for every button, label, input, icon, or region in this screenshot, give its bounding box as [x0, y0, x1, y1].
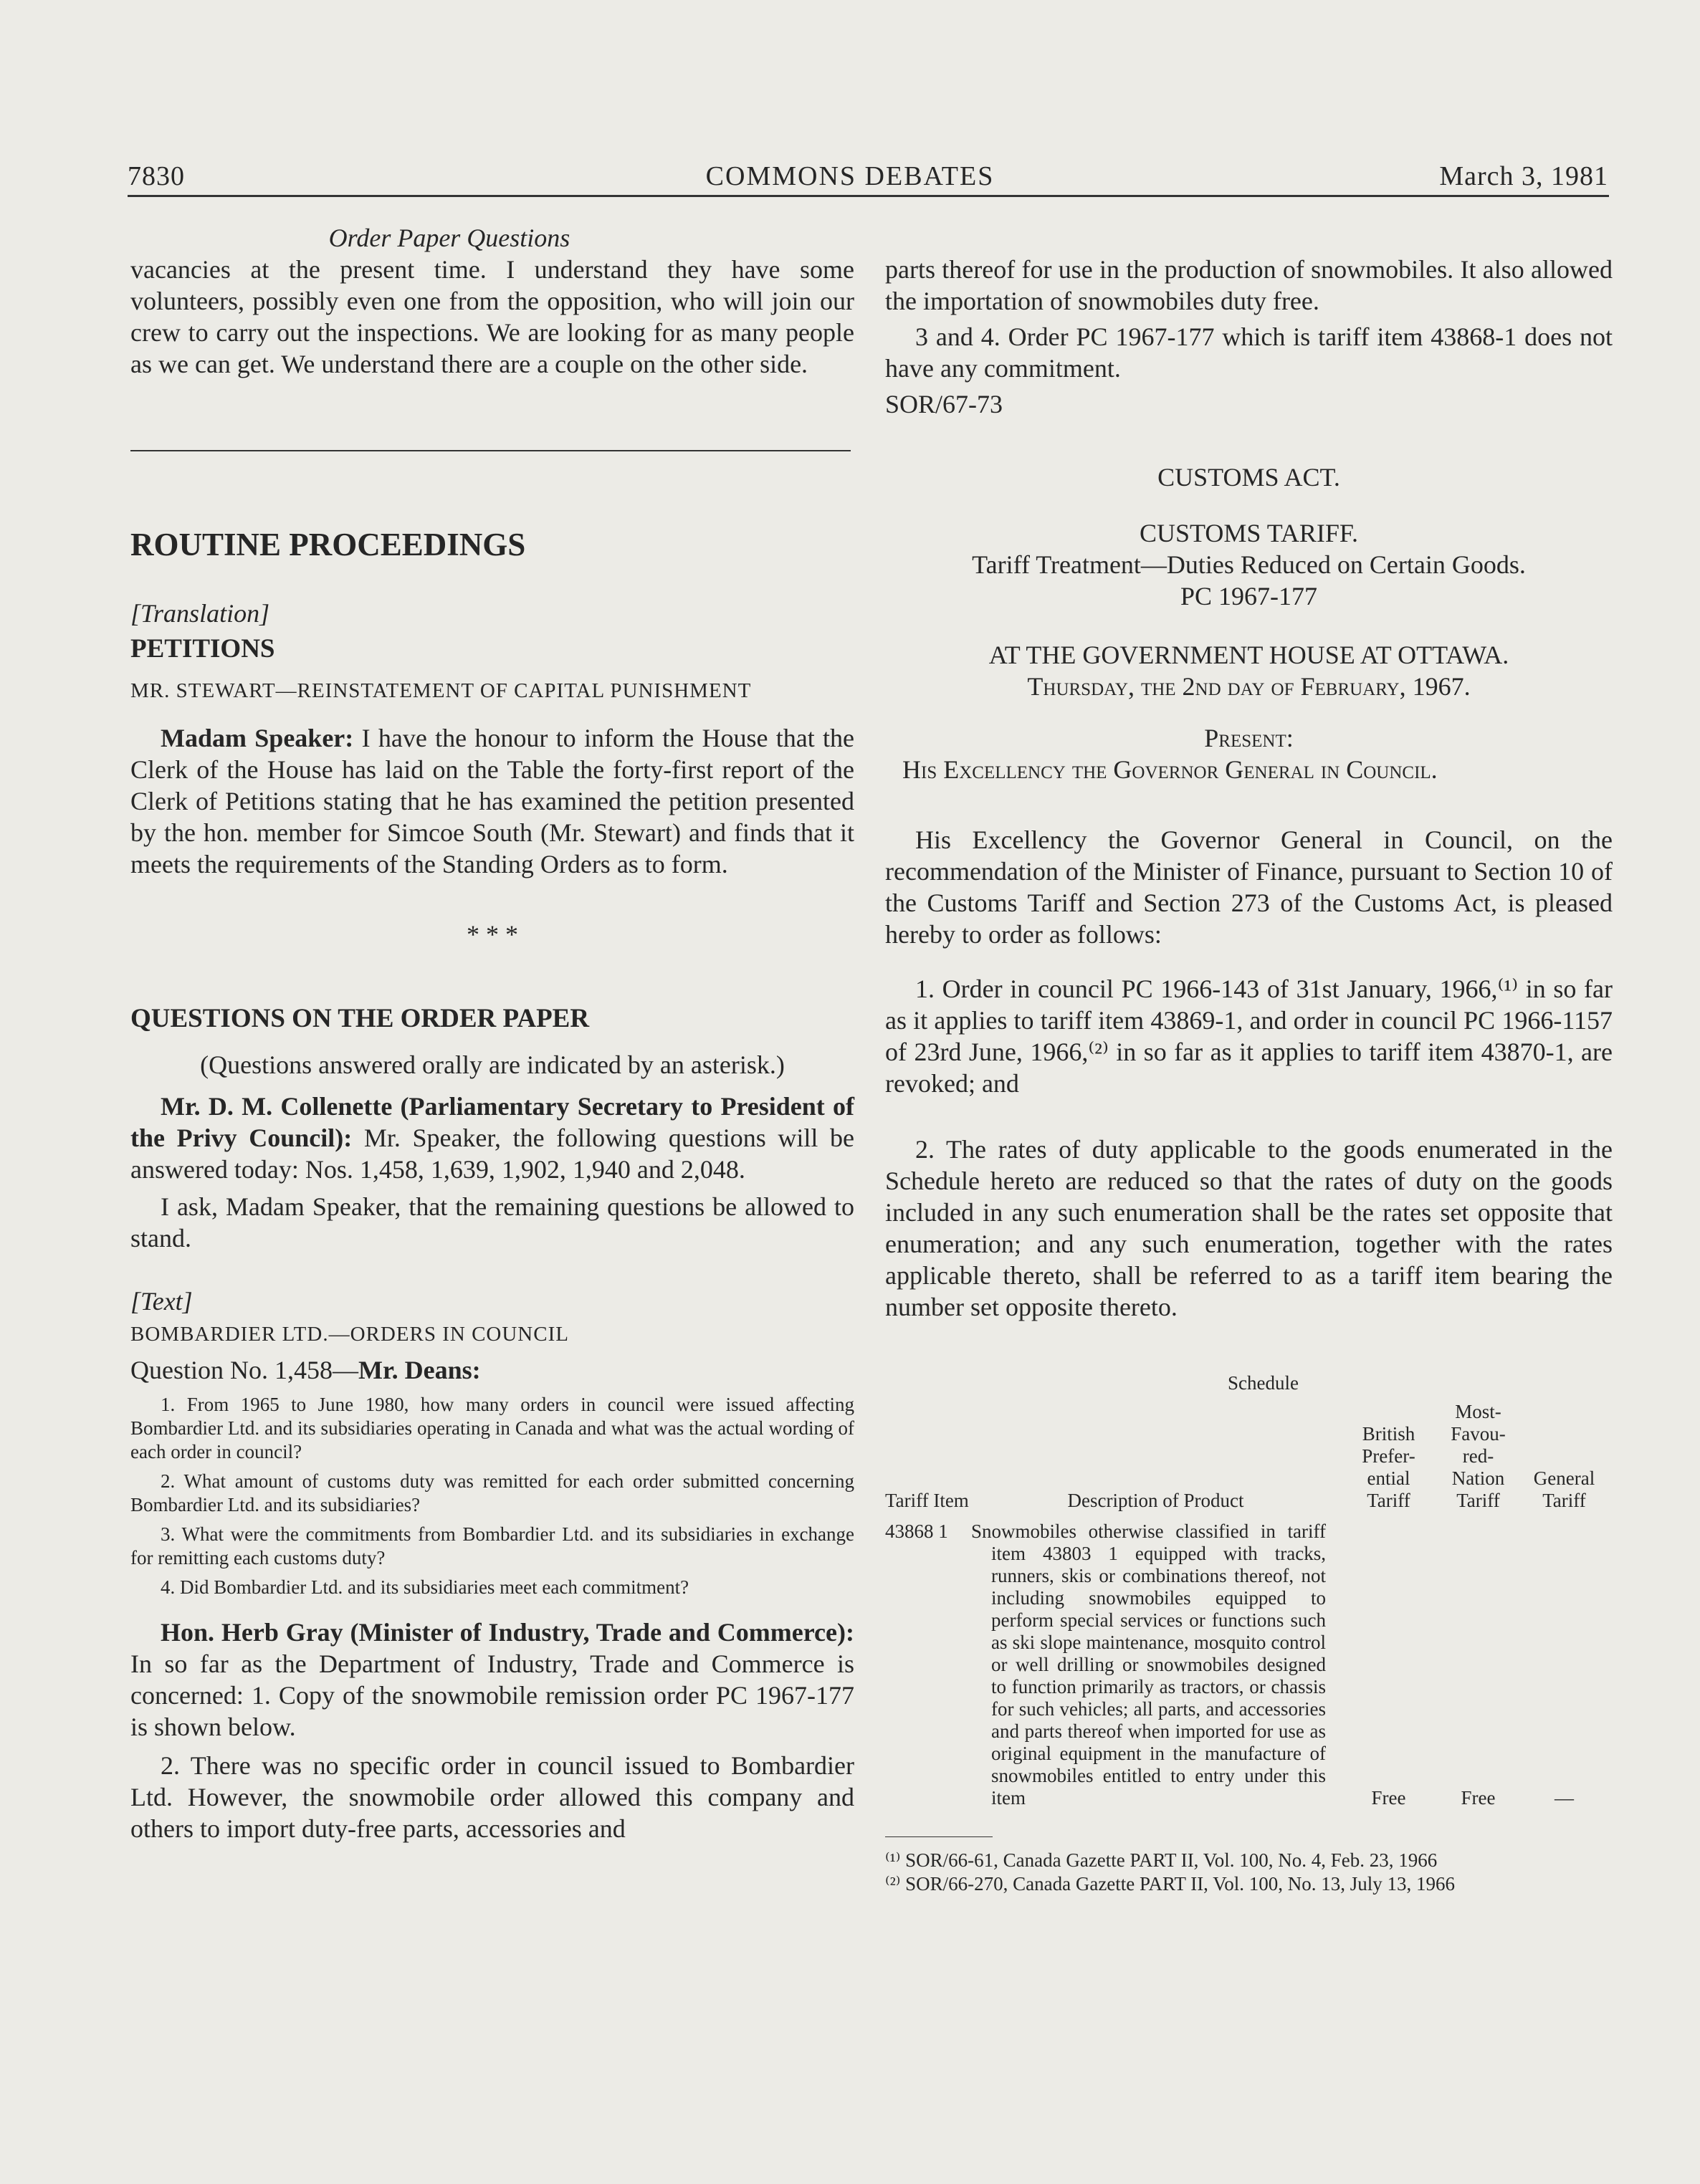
row-general: —	[1555, 1787, 1574, 1809]
right-column	[885, 254, 1613, 1896]
schedule-table	[885, 1401, 1609, 1809]
separator-stars: * * *	[467, 920, 518, 949]
collenette-text: Mr. Speaker, the following questions will be answered today: Nos. 1,458, 1,639, 1,902, 1,940 and 2,048.	[130, 1124, 854, 1184]
footnote-1: ⁽¹⁾ SOR/66-61, Canada Gazette PART II, Vol. 100, No. 4, Feb. 23, 1966	[885, 1849, 1438, 1871]
col-description: Description of Product	[1067, 1490, 1244, 1511]
speaker-paragraph	[130, 722, 854, 880]
row-description: Snowmobiles otherwise classified in tariff item 43803 1 equipped with tracks, runners, skis or combinations thereof, not including snowmobiles equipped to perform special services or functions such as ski slope maintenance, mosquito control or well drilling or snowmobiles designed to function primarily as tractors, or chassis for such vehicles; all parts, and accessories and parts thereof when imported for use as original equipment in the manufacture of snowmobiles entitled to entry under this item	[971, 1520, 1326, 1809]
petitions-heading: PETITIONS	[130, 634, 275, 664]
government-house-heading: AT THE GOVERNMENT HOUSE AT OTTAWA.	[988, 641, 1509, 669]
petition-subject: MR. STEWART—REINSTATEMENT OF CAPITAL PUNISHMENT	[130, 679, 752, 702]
question-2: 2. What amount of customs duty was remitted for each order submitted concerning Bombardier Ltd. and its subsidiaries?	[130, 1470, 854, 1515]
row-tariff-item: 43868 1	[885, 1520, 948, 1542]
customs-tariff-heading: CUSTOMS TARIFF.	[1139, 519, 1358, 547]
page-header-title: COMMONS DEBATES	[705, 161, 995, 191]
left-column	[130, 222, 854, 1844]
continuation-paragraph: vacancies at the present time. I understand they have some volunteers, possibly even one from the opposition, who will join our crew to carry out the inspections. We are looking for as many people as we can get. We understand there are a couple on the other side.	[130, 255, 854, 378]
ask-paragraph: I ask, Madam Speaker, that the remaining questions be allowed to stand.	[130, 1192, 854, 1253]
speaker-text: I have the honour to inform the House that the Clerk of the House has laid on the Table the forty-first report of the Clerk of Petitions stating that he has examined the petition presented by the hon. member for Simcoe South (Mr. Stewart) and finds that it meets the requirements of the Standing Orders as to form.	[130, 724, 855, 878]
header-rule	[128, 195, 1609, 197]
question-4: 4. Did Bombardier Ltd. and its subsidiaries meet each commitment?	[161, 1576, 689, 1598]
questions-heading: QUESTIONS ON THE ORDER PAPER	[130, 1004, 590, 1033]
sor-reference: SOR/67-73	[885, 390, 1003, 418]
row-british: Free	[1371, 1787, 1406, 1809]
answer-2-paragraph: 2. There was no specific order in council issued to Bombardier Ltd. However, the snowmobile order allowed this company and others to import duty-free parts, accessories and	[130, 1751, 854, 1843]
speaker-name: Madam Speaker:	[161, 724, 354, 752]
row-mfn: Free	[1461, 1787, 1496, 1809]
question-number	[130, 1354, 854, 1386]
questions-note: (Questions answered orally are indicated by an asterisk.)	[200, 1050, 785, 1079]
collenette-name: Mr. D. M. Collenette (Parliamentary Secretary to President of the Privy Council):	[130, 1092, 854, 1152]
col-mfn: Most- Favou- red- Nation Tariff	[1451, 1401, 1506, 1511]
page-date: March 3, 1981	[1439, 161, 1608, 191]
question-3: 3. What were the commitments from Bombardier Ltd. and its subsidiaries in exchange for remitting each customs duty?	[130, 1523, 854, 1568]
footnote-divider	[885, 1836, 993, 1837]
col-tariff-item: Tariff Item	[885, 1490, 969, 1511]
col-british: British Prefer- ential Tariff	[1362, 1423, 1415, 1511]
page-number: 7830	[128, 161, 185, 191]
present-label: Present:	[1204, 724, 1294, 752]
governor-general-line: His Excellency the Governor General in Council.	[902, 755, 1438, 784]
order-intro: His Excellency the Governor General in Council, on the recommendation of the Minister of Finance, pursuant to Section 10 of the Customs Tariff and Section 273 of the Customs Act, is pleased hereby to order as follows:	[885, 825, 1613, 949]
date-line: Thursday, the 2nd day of February, 1967.	[1027, 672, 1471, 701]
order-item-2: 2. The rates of duty applicable to the goods enumerated in the Schedule hereto are reduced so that the rates of duty on the goods included in any such enumeration shall be the rates set opposite that enumeration; and any such enumeration, together with the rates applicable thereto, shall be referred to as a tariff item bearing the number set opposite thereto.	[885, 1135, 1613, 1321]
gray-paragraph	[130, 1617, 854, 1743]
section-heading: Order Paper Questions	[328, 224, 570, 252]
bombardier-heading: BOMBARDIER LTD.—ORDERS IN COUNCIL	[130, 1323, 569, 1346]
order-item-1: 1. Order in council PC 1966-143 of 31st January, 1966,⁽¹⁾ in so far as it applies to tariff item 43869-1, and order in council PC 1966-1157 of 23rd June, 1966,⁽²⁾ in so far as it applies to tariff item 43870-1, are revoked; and	[885, 974, 1613, 1098]
translation-marker: [Translation]	[130, 599, 270, 628]
schedule-title: Schedule	[1228, 1372, 1299, 1394]
answer-3-4: 3 and 4. Order PC 1967-177 which is tariff item 43868-1 does not have any commitment.	[885, 322, 1613, 383]
schedule-row	[885, 1512, 1609, 1809]
pc-number: PC 1967-177	[1180, 582, 1318, 610]
customs-act-heading: CUSTOMS ACT.	[1157, 463, 1340, 492]
section-divider	[130, 450, 851, 451]
col-general: General Tariff	[1533, 1467, 1595, 1511]
right-continuation: parts thereof for use in the production of snowmobiles. It also allowed the importation of snowmobiles duty free.	[885, 255, 1613, 315]
routine-proceedings-heading: ROUTINE PROCEEDINGS	[130, 527, 526, 562]
question-member: Mr. Deans:	[358, 1356, 481, 1384]
question-label: Question No. 1,458—	[130, 1356, 358, 1384]
collenette-paragraph	[130, 1091, 854, 1185]
footnote-2: ⁽²⁾ SOR/66-270, Canada Gazette PART II, Vol. 100, No. 13, July 13, 1966	[885, 1873, 1455, 1895]
gray-text: In so far as the Department of Industry, Trade and Commerce is concerned: 1. Copy of the snowmobile remission order PC 1967-177 is shown below.	[130, 1649, 854, 1741]
tariff-treatment: Tariff Treatment—Duties Reduced on Certain Goods.	[972, 550, 1526, 579]
schedule-header-row	[885, 1401, 1609, 1512]
text-marker: [Text]	[130, 1287, 193, 1316]
gray-name: Hon. Herb Gray (Minister of Industry, Trade and Commerce):	[161, 1618, 854, 1647]
question-1: 1. From 1965 to June 1980, how many orders in council were issued affecting Bombardier Ltd. and its subsidiaries operating in Canada and what was the actual wording of each order in council?	[130, 1394, 854, 1462]
